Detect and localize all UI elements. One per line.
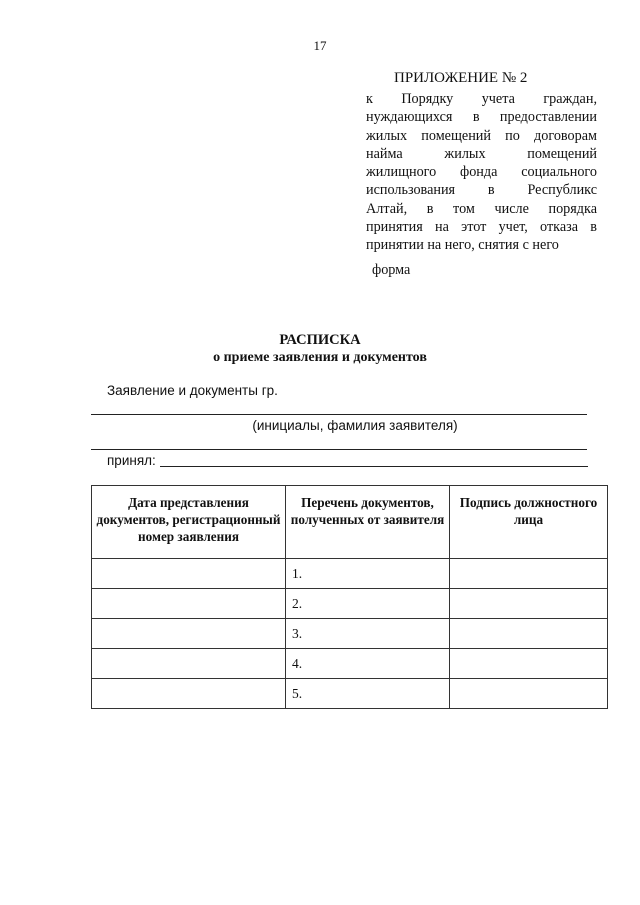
applicant-intro-text: Заявление и документы гр.: [107, 383, 278, 398]
cell-document: 2.: [286, 589, 450, 619]
applicant-name-caption: (инициалы, фамилия заявителя): [252, 418, 458, 433]
appendix-line: к Порядку учета граждан,: [366, 91, 597, 107]
cell-document: 5.: [286, 679, 450, 709]
appendix-line: принятии на него, снятия с него: [366, 237, 559, 254]
cell-signature: [450, 619, 608, 649]
form-label: форма: [372, 262, 411, 278]
cell-document: 3.: [286, 619, 450, 649]
cell-date: [92, 649, 286, 679]
table-row: [92, 679, 608, 709]
accepted-by-label: принял:: [107, 453, 156, 468]
cell-signature: [450, 559, 608, 589]
appendix-line: найма жилых помещений: [366, 145, 597, 162]
appendix-line: принятия на этот учет, отказа в: [366, 219, 597, 236]
table-row: [92, 559, 608, 589]
document-title: РАСПИСКА: [279, 332, 361, 348]
appendix-line: использования в Республикс: [366, 182, 597, 199]
cell-date: [92, 619, 286, 649]
cell-date: [92, 559, 286, 589]
column-header-documents: Перечень документов, полученных от заявителя: [286, 486, 450, 559]
cell-date: [92, 589, 286, 619]
table-header-row: [92, 486, 608, 559]
applicant-name-line: [91, 414, 587, 415]
documents-table: [91, 485, 608, 709]
cell-date: [92, 679, 286, 709]
cell-signature: [450, 589, 608, 619]
page-number: 17: [313, 38, 327, 53]
appendix-title: ПРИЛОЖЕНИЕ № 2: [394, 70, 528, 86]
column-header-signature: Подпись должностного лица: [450, 486, 608, 559]
appendix-line: Алтай, в том числе порядка: [366, 200, 597, 217]
appendix-line: жилых помещений по договорам: [366, 127, 597, 144]
table-row: [92, 619, 608, 649]
cell-document: 4.: [286, 649, 450, 679]
cell-signature: [450, 679, 608, 709]
cell-signature: [450, 649, 608, 679]
appendix-description: [366, 90, 597, 255]
accepted-by-line: [160, 466, 588, 467]
table-row: [92, 589, 608, 619]
document-subtitle: о приеме заявления и документов: [213, 350, 427, 365]
column-header-date: Дата представления документов, регистрационный номер заявления: [92, 486, 286, 559]
appendix-line: нуждающихся в предоставлении: [366, 109, 597, 126]
cell-document: 1.: [286, 559, 450, 589]
separator-line: [91, 449, 587, 450]
appendix-line: жилищного фонда социального: [366, 164, 597, 181]
table-row: [92, 649, 608, 679]
